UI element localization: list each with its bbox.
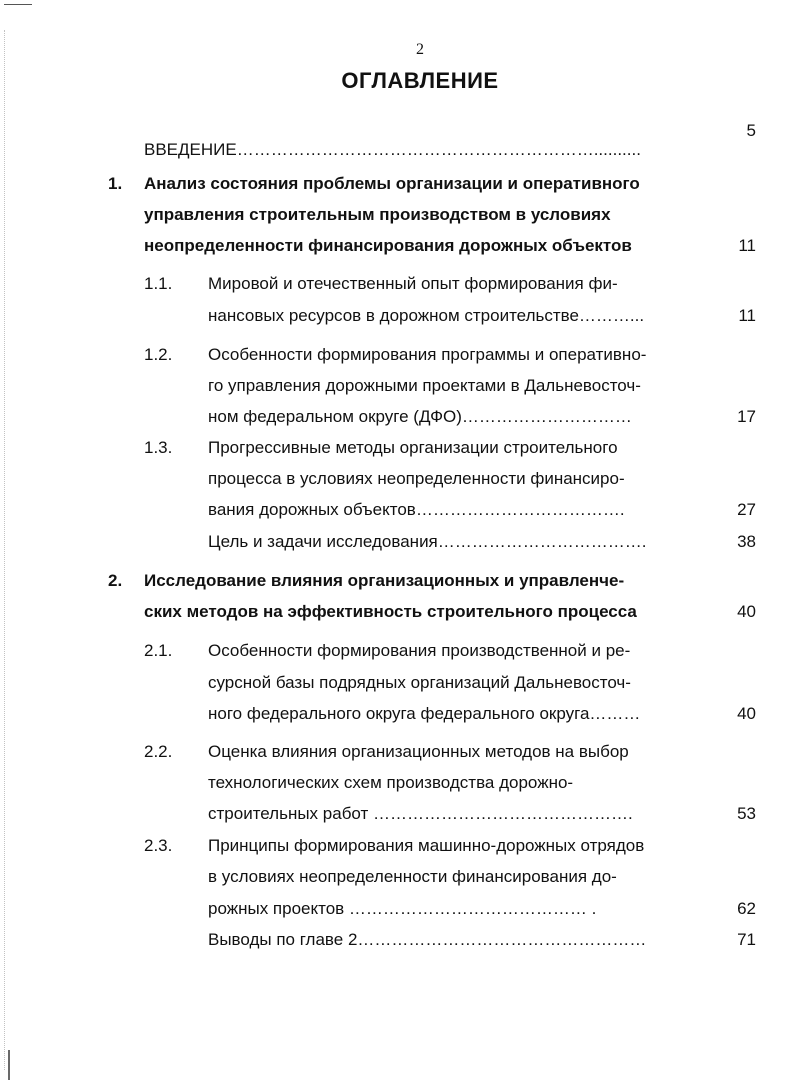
section-page: 11 xyxy=(738,306,756,325)
scan-mark xyxy=(4,4,32,6)
section-number: 2.3. xyxy=(144,836,173,855)
section-title-line: Принципы формирования машинно-дорожных отрядов xyxy=(208,836,645,855)
section-title-line: рожных проектов …………………………………… . xyxy=(208,899,597,918)
chapter-title-line: управления строительным производством в условиях xyxy=(144,205,611,224)
section-title-line: Выводы по главе 2…………………………………………… xyxy=(208,930,647,949)
section-title-line: го управления дорожными проектами в Дальневосточ- xyxy=(208,376,641,395)
chapter-page: 11 xyxy=(738,236,756,255)
page-title: ОГЛАВЛЕНИЕ xyxy=(341,68,499,93)
section-number: 1.2. xyxy=(144,345,173,364)
section-title-line: Прогрессивные методы организации строительного xyxy=(208,438,618,457)
chapter-title-line: неопределенности финансирования дорожных объектов xyxy=(144,236,632,255)
section-title-line: Особенности формирования программы и оперативно- xyxy=(208,345,647,364)
section-page: 62 xyxy=(737,899,756,918)
section-page: 17 xyxy=(737,407,756,426)
chapter-number: 2. xyxy=(108,571,123,590)
section-title-line: в условиях неопределенности финансирования до- xyxy=(208,867,617,886)
section-number: 2.2. xyxy=(144,742,173,761)
section-title-line: Особенности формирования производственной и ре- xyxy=(208,641,631,660)
section-title-line: Цель и задачи исследования………………………………. xyxy=(208,532,647,551)
chapter-number: 1. xyxy=(108,174,123,193)
chapter-title-line: ских методов на эффективность строительного процесса xyxy=(144,602,637,621)
section-number: 2.1. xyxy=(144,641,173,660)
section-page: 71 xyxy=(737,930,756,949)
section-title-line: ного федерального округа федерального округа……… xyxy=(208,704,641,723)
chapter-title-line: Анализ состояния проблемы организации и оперативного xyxy=(144,174,640,193)
section-title-line: сурсной базы подрядных организаций Дальневосточ- xyxy=(208,673,631,692)
section-number: 1.1. xyxy=(144,274,173,293)
section-title-line: технологических схем производства дорожно- xyxy=(208,773,574,792)
section-title-line: нансовых ресурсов в дорожном строительстве………... xyxy=(208,306,645,325)
chapter-page: 40 xyxy=(737,602,756,621)
section-title-line: ном федеральном округе (ДФО)………………………… xyxy=(208,407,632,426)
section-title-line: процесса в условиях неопределенности финансиро- xyxy=(208,469,625,488)
section-number: 1.3. xyxy=(144,438,173,457)
section-page: 53 xyxy=(737,804,756,823)
section-title-line: вания дорожных объектов………………………………. xyxy=(208,500,625,519)
section-page: 40 xyxy=(737,704,756,723)
section-title-line: Оценка влияния организационных методов на выбор xyxy=(208,742,629,761)
section-title-line: Мировой и отечественный опыт формирования фи- xyxy=(208,274,618,293)
page-number: 2 xyxy=(416,41,424,58)
scan-edge-mark xyxy=(4,30,11,1070)
toc-intro-page: 5 xyxy=(746,121,756,140)
section-title-line: строительных работ ………………………………………. xyxy=(208,804,633,823)
toc-intro-label: ВВЕДЕНИЕ……………………………………………………….......... xyxy=(144,140,641,159)
chapter-title-line: Исследование влияния организационных и управленче- xyxy=(144,571,625,590)
section-page: 27 xyxy=(737,500,756,519)
section-page: 38 xyxy=(737,532,756,551)
scan-edge-mark xyxy=(8,1050,16,1080)
